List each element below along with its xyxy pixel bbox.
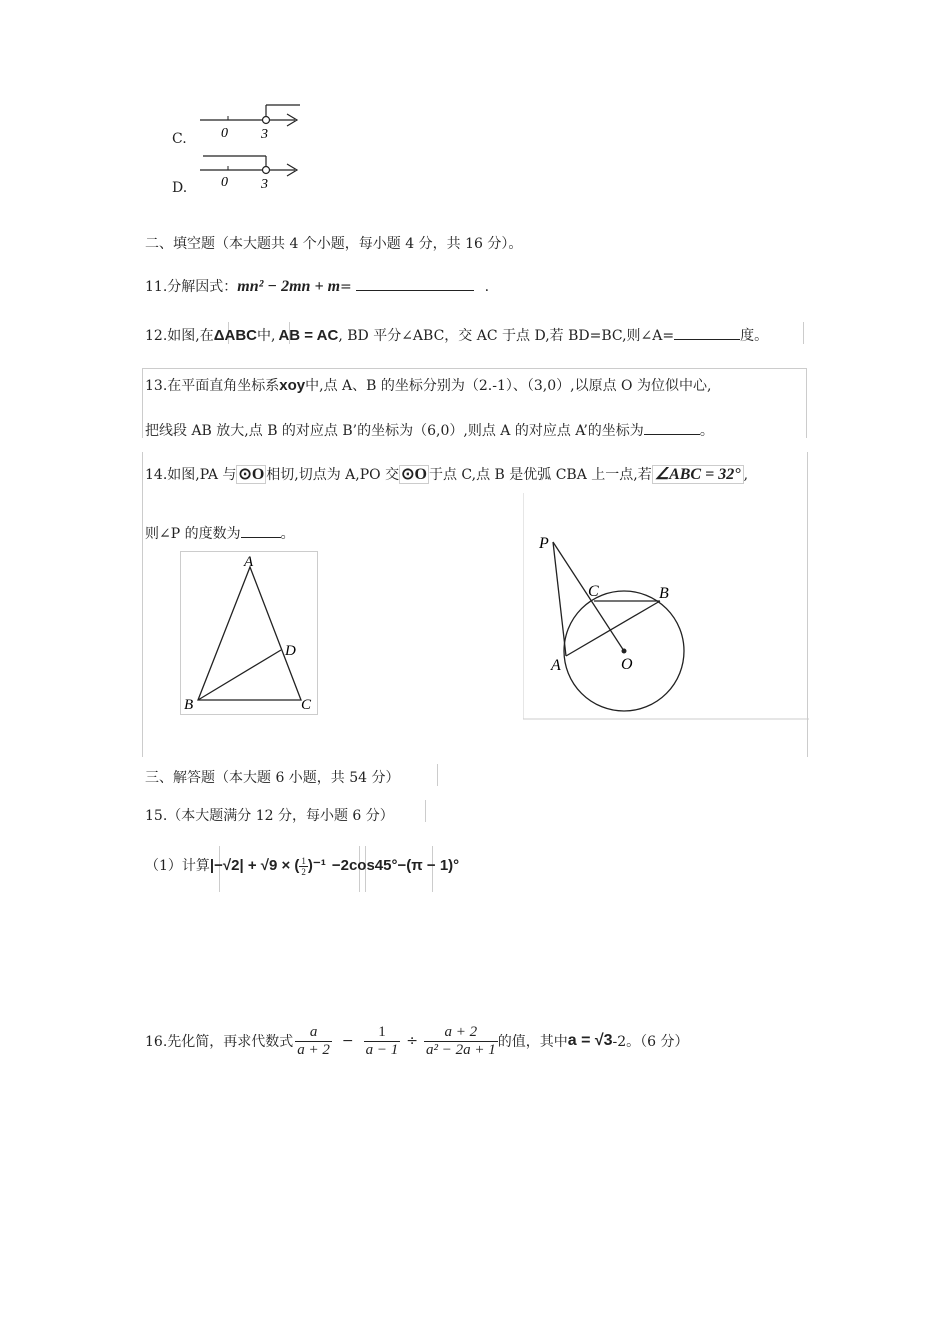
tick-0: 0 (221, 126, 228, 141)
q11-answer-blank[interactable] (356, 278, 474, 291)
q13-xoy: xoy (279, 377, 306, 394)
vertex-a-label: A (244, 554, 254, 570)
q16-divide: ÷ (406, 1033, 418, 1049)
q14-circle: ⊙O (238, 466, 265, 483)
q12-suffix: 度。 (740, 328, 769, 344)
q14-prefix: 14.如图,PA 与 (145, 467, 237, 483)
q13-line2: 把线段 AB 放大,点 B 的对应点 B’的坐标为（6,0）,则点 A 的对应点 A’的坐标为 (145, 423, 644, 439)
q11-end: . (484, 279, 490, 295)
q16-fraction-1: $\frac{a}{a + 2}$ (297, 1023, 330, 1058)
q14-angle: ∠ABC = 32° (652, 465, 744, 484)
vertex-c-label: C (301, 697, 312, 713)
question-15-heading: 15.（本大题满分 12 分，每小题 6 分） (145, 808, 394, 824)
q15-part1-prefix: （1）计算 (145, 858, 210, 874)
figure-circle-o (523, 493, 809, 721)
q16-mid: 的值，其中 (497, 1034, 568, 1050)
q15-expr-b: )⁻¹ (307, 857, 326, 874)
q14-mid2: 于点 C,点 B 是优弧 CBA 上一点,若 (428, 467, 652, 483)
q11-equals: = (340, 279, 352, 295)
question-16 (145, 1018, 689, 1064)
point-a-label: A (551, 657, 561, 674)
q13-line2-end: 。 (699, 423, 714, 439)
q16-condition: a = √3 (567, 1032, 613, 1049)
q14-line2-end: 。 (280, 526, 295, 542)
q15-expr-a: |−√2| + √9 × ( (209, 857, 300, 874)
point-c-label: C (588, 583, 599, 600)
option-c-number-line (195, 100, 310, 145)
question-14-line2 (145, 523, 295, 543)
section2-heading: 二、填空题（本大题共 4 个小题，每小题 4 分，共 16 分）。 (145, 236, 523, 252)
option-d-number-line (195, 150, 310, 195)
q14-circle-2: ⊙O (401, 466, 427, 483)
q16-minus: − (341, 1033, 354, 1049)
tick-0: 0 (221, 175, 228, 190)
q12-prefix: 12.如图,在 (145, 328, 214, 344)
q13-answer-blank[interactable] (644, 422, 700, 435)
q14-end: , (743, 467, 749, 483)
q12-triangle: ΔABC (213, 327, 257, 344)
tick-3: 3 (261, 177, 268, 192)
question-12 (145, 325, 768, 345)
q15-half-fraction: $\frac{1}{2}$ (301, 855, 306, 877)
vertex-b-label: B (184, 697, 194, 713)
q12-mid: 中, (257, 328, 276, 344)
question-13-line1 (145, 375, 711, 395)
center-o-label: O (621, 656, 633, 673)
q13-line1: 中,点 A、B 的坐标分别为（2.-1）、（3,0）,以原点 O 为位似中心, (305, 378, 712, 394)
tick-3: 3 (261, 127, 268, 142)
q16-condition-end: -2。（6 分） (612, 1034, 689, 1050)
q15-expr-d: −(π − 1)° (397, 857, 460, 874)
q14-mid1: 相切,切点为 A,PO 交 (266, 467, 400, 483)
q12-condition: AB = AC (278, 327, 339, 344)
option-d-label: D. (172, 180, 188, 196)
section3-heading: 三、解答题（本大题 6 小题，共 54 分） (145, 770, 400, 786)
q12-rest: BD 平分∠ABC，交 AC 于点 D,若 BD=BC,则∠A= (342, 328, 675, 344)
q13-prefix: 13.在平面直角坐标系 (145, 378, 280, 394)
q16-fraction-2: $\frac{1}{a - 1}$ (365, 1023, 399, 1058)
q16-fraction-3: $\frac{a + 2}{\text{a² − 2a + 1}}$ (425, 1023, 496, 1058)
q16-prefix: 16.先化简，再求代数式 (145, 1034, 294, 1050)
point-d-label: D (285, 643, 296, 659)
question-14-line1 (145, 464, 748, 484)
q12-answer-blank[interactable] (674, 327, 740, 340)
q11-expression: mn² − 2mn + m (237, 278, 341, 295)
q11-prefix: 11.分解因式： (145, 279, 238, 295)
q12-comma: , (338, 328, 343, 344)
question-15-part1 (145, 855, 459, 877)
q14-answer-blank[interactable] (241, 525, 281, 538)
q15-expr-c: −2cos45° (331, 857, 398, 874)
point-p-label: P (539, 535, 549, 552)
point-b-label: B (659, 585, 669, 602)
q14-line2: 则∠P 的度数为 (145, 526, 241, 542)
question-11 (145, 276, 489, 296)
figure-triangle-abc (180, 551, 318, 715)
option-c-label: C. (172, 131, 187, 147)
question-13-line2 (145, 420, 714, 440)
